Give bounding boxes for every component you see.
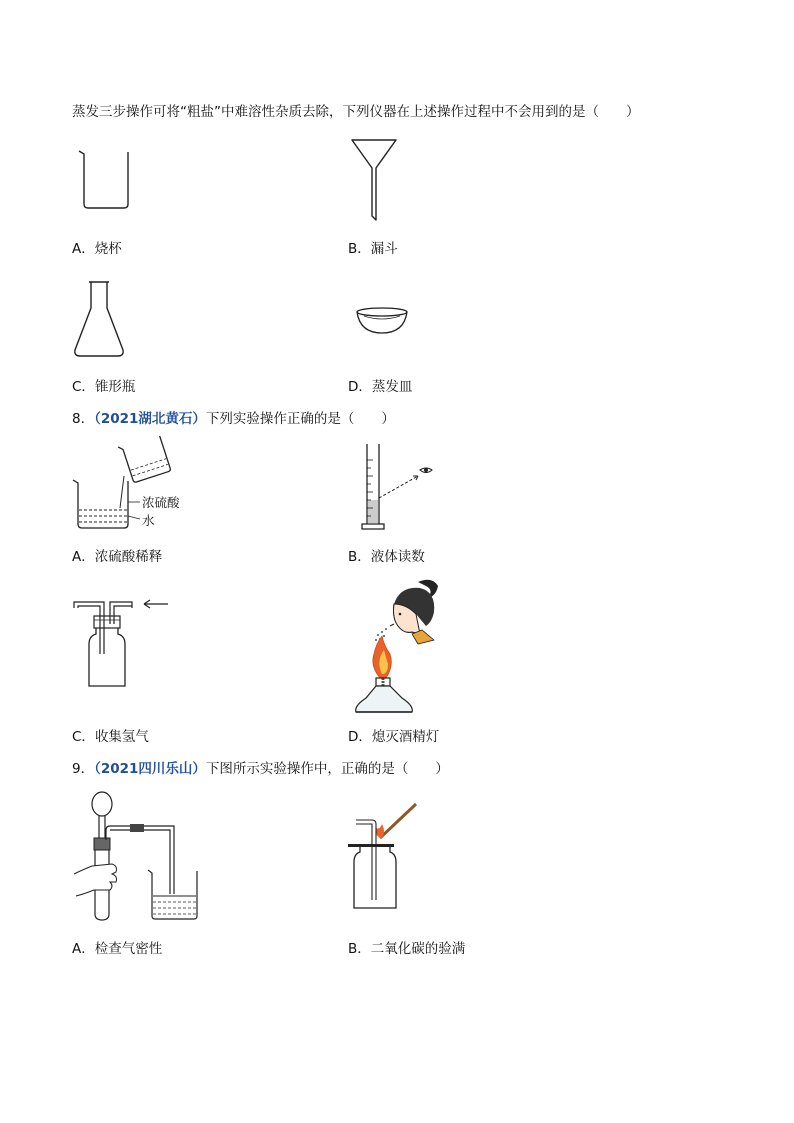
q9-number: 9．	[72, 761, 95, 777]
acid-label: 浓硫酸	[142, 495, 180, 510]
q8-number: 8．	[72, 411, 95, 427]
q9-stem-line	[72, 760, 449, 778]
q8-stem-line	[72, 410, 395, 428]
q8-option-a: A．浓硫酸稀释	[72, 549, 163, 565]
beaker-figure	[76, 148, 134, 212]
q9-option-b: B．二氧化碳的验满	[348, 941, 466, 957]
evaporating-dish-figure	[354, 306, 410, 336]
q7-option-d: D．蒸发皿	[348, 379, 413, 395]
water-label: 水	[142, 513, 155, 528]
airtightness-check-figure	[72, 790, 200, 924]
conical-flask-figure	[72, 280, 126, 360]
q8-stem: 下列实验操作正确的是（ ）	[205, 411, 395, 427]
q8-source: （2021湖北黄石）	[94, 411, 206, 427]
q9-stem: 下图所示实验操作中，正确的是（ ）	[205, 761, 449, 777]
funnel-figure	[350, 138, 398, 224]
q9-source: （2021四川乐山）	[94, 761, 206, 777]
q9-option-a: A．检查气密性	[72, 941, 163, 957]
alcohol-lamp-figure	[346, 574, 446, 718]
q8-option-c: C．收集氢气	[72, 729, 149, 745]
acid-dilution-figure	[70, 436, 200, 534]
q8-option-d: D．熄灭酒精灯	[348, 729, 440, 745]
q8-option-b: B．液体读数	[348, 549, 425, 565]
co2-full-test-figure	[346, 800, 426, 912]
q7-option-b: B．漏斗	[348, 241, 398, 257]
q7-option-c: C．锥形瓶	[72, 379, 136, 395]
q7-option-a: A．烧杯	[72, 241, 122, 257]
gas-collection-bottle-figure	[72, 594, 172, 692]
graduated-cylinder-figure	[354, 440, 440, 532]
q7-stem: 蒸发三步操作可将“粗盐”中难溶性杂质去除，下列仪器在上述操作过程中不会用到的是（ ）	[72, 104, 640, 120]
